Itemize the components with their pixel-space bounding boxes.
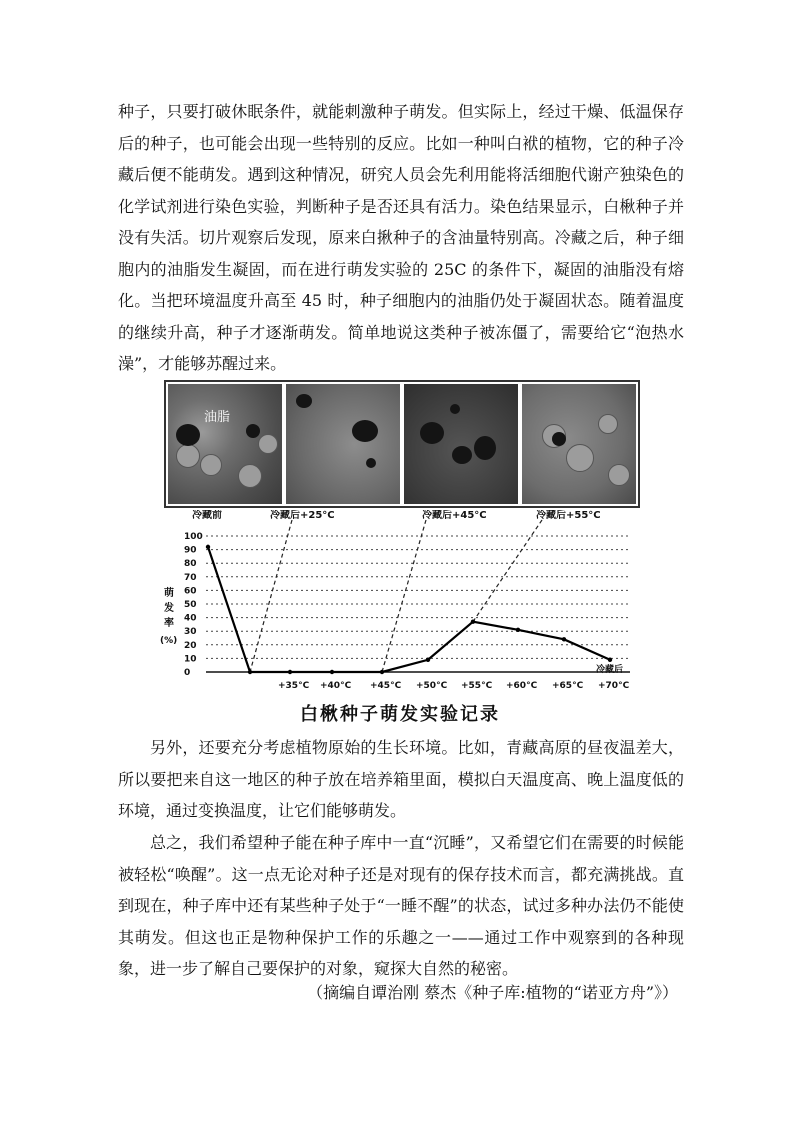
top-label: 冷藏后+45°C [422,510,487,521]
germination-series [206,545,623,675]
micrograph-25c [286,384,400,504]
x-tick-label: +50°C [416,681,448,691]
data-point [562,637,566,641]
guide-lines [250,520,542,672]
y-tick-label: 0 [184,668,191,678]
data-point [248,670,252,674]
figure [160,380,640,725]
paragraph-3: 总之，我们希望种子能在种子库中一直“沉睡”，又希望它们在需要的时候能被轻松“唤醒”。这一点无论对种子还是对现有的保存技术而言，都充满挑战。直到现在，种子库中还有某些种子处于“一睡不醒”的状态，试过多种办法仍不能使其萌发。但这也正是物种保护工作的乐趣之一——通过工作中观察到的各种现象，进一步了解自己要保护的对象，窥探大自然的秘密。 [118,833,684,978]
data-point [330,670,334,674]
data-point [206,545,210,549]
source-citation: （摘编自谭治刚 蔡杰《种子库:植物的“诺亚方舟”》） [307,983,678,1002]
guide-line [473,520,542,622]
y-label-unit: (%) [160,636,178,646]
x-tick-label: +65°C [552,681,584,691]
chart-caption: 白楸种子萌发实验记录 [300,704,500,725]
top-labels [192,510,601,521]
x-tick-label: +60°C [506,681,538,691]
paragraph-1: 种子，只要打破休眠条件，就能刺激种子萌发。但实际上，经过干燥、低温保存后的种子，也可能会出现一些特别的反应。比如一种叫白袱的植物，它的种子冷藏后便不能萌发。遇到这种情况，研究人员会先利用能将活细胞代谢产独染色的化学试剂进行染色实验，判断种子是否还具有活力。染色结果显示，白楸种子并没有失活。切片观察后发现，原来白揪种子的含油量特别高。冷藏之后，种子细胞内的油脂发生凝固，而在进行萌发实验的 25C 的条件下，凝固的油脂没有熔化。当把环境温度升高至 45 时，种子细胞内的油脂仍处于凝固状态。随着温度的继续升高，种子才逐渐萌发。简单地说这类种子被冻僵了，需要给它“泡热水澡”，才能够苏醒过来。 [118,102,684,373]
data-point [471,619,475,623]
y-tick-label: 70 [184,572,197,583]
end-label: 冷藏后 [596,664,624,675]
micrograph-45c [404,384,518,504]
data-point [608,658,612,662]
y-label-char: 率 [164,618,174,629]
data-point [288,670,292,674]
top-label: 冷藏后+25°C [270,510,335,521]
micrograph-strip [164,380,640,508]
x-tick-label: +55°C [461,681,493,691]
x-tick-label: +35°C [278,681,310,691]
y-tick-labels [184,532,203,678]
top-label: 冷藏前 [192,510,222,521]
data-point [380,670,384,674]
guide-line [382,520,426,672]
y-tick-label: 20 [184,640,197,651]
micrograph-55c [522,384,636,504]
y-tick-label: 30 [184,627,197,638]
micrograph-before-cold [168,384,282,504]
oil-label: 油脂 [204,410,231,425]
y-tick-label: 10 [184,654,197,665]
x-tick-labels [278,681,630,691]
y-tick-label: 50 [184,600,197,610]
x-tick-label: +45°C [370,681,402,691]
y-axis-label [160,586,177,646]
y-tick-label: 80 [184,559,197,570]
x-tick-label: +70°C [598,681,630,691]
top-label: 冷藏后+55°C [536,510,601,521]
data-point [426,658,430,662]
y-tick-label: 90 [184,545,197,556]
y-label-char: 发 [164,603,174,614]
paragraph-2: 另外，还要充分考虑植物原始的生长环境。比如，青藏高原的昼夜温差大，所以要把来自这一地区的种子放在培养箱里面，模拟白天温度高、晚上温度低的环境，通过变换温度，让它们能够萌发。 [118,738,684,820]
germination-chart [160,510,640,700]
guide-line [250,520,292,672]
series-line [208,547,610,672]
y-tick-label: 60 [184,586,197,597]
y-label-char: 萌 [164,588,174,599]
x-tick-label: +40°C [320,681,352,691]
data-point [516,628,520,632]
y-tick-label: 40 [184,613,197,624]
y-tick-label: 100 [184,532,203,542]
